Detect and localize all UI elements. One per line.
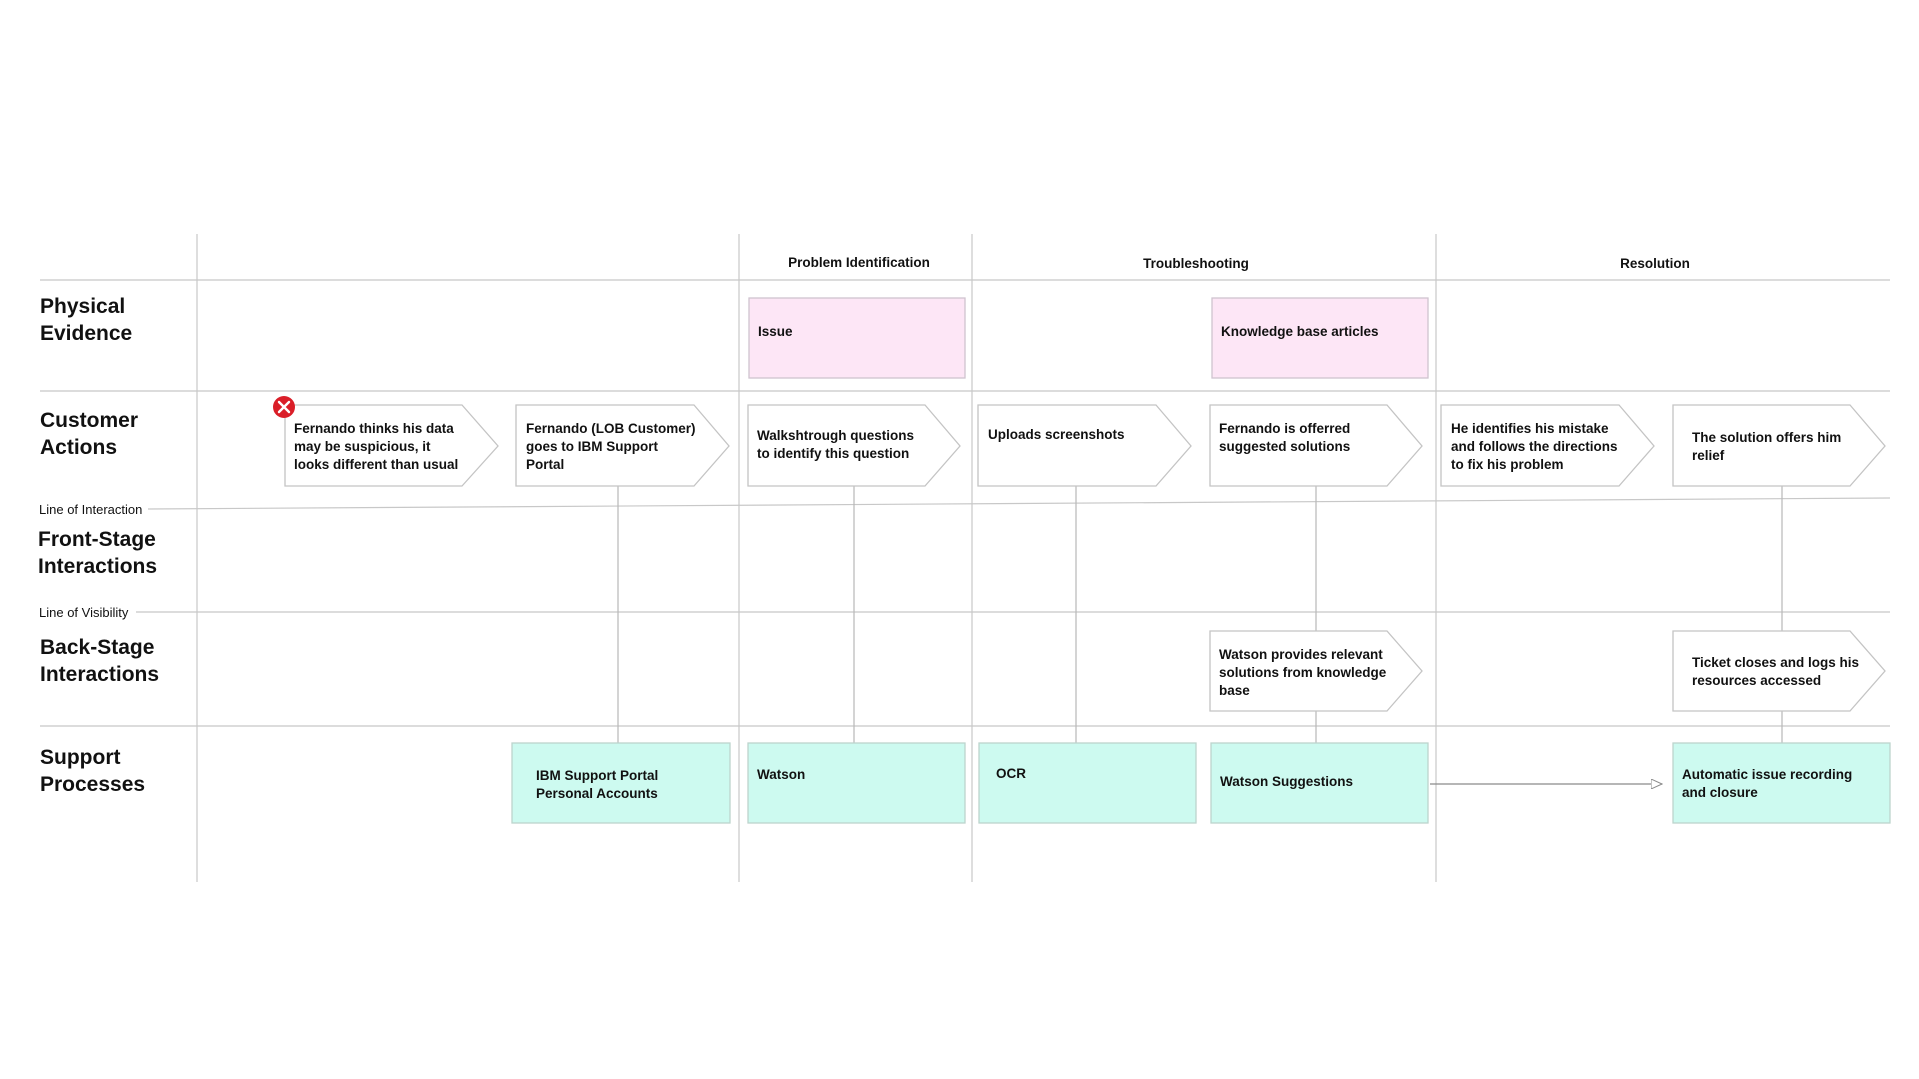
action-card-suspicious-data[interactable] (285, 405, 498, 486)
phase-resolution: Resolution (1620, 256, 1690, 271)
evidence-card-label: Issue (758, 324, 793, 339)
action-card-identifies-mistake[interactable] (1441, 405, 1654, 486)
action-card-label: Fernando (LOB Customer) goes to IBM Support Portal (526, 421, 696, 472)
action-card-goes-to-portal[interactable] (516, 405, 729, 486)
back-stage-row (1210, 631, 1885, 711)
support-card-watson-suggestions[interactable] (1211, 743, 1428, 823)
support-card-label: OCR (996, 766, 1026, 781)
support-card-label: Watson Suggestions (1220, 774, 1354, 789)
backstage-card-watson-solutions[interactable] (1210, 631, 1422, 711)
support-card-bg (748, 743, 965, 823)
support-card-ibm-portal-accounts[interactable] (512, 743, 730, 823)
action-card-uploads-screenshots[interactable] (978, 405, 1191, 486)
phase-problem-identification: Problem Identification (788, 255, 930, 270)
support-card-label: IBM Support Portal Personal Accounts (536, 768, 659, 801)
phase-troubleshooting: Troubleshooting (1143, 256, 1249, 271)
backstage-card-label: Watson provides relevant solutions from knowledge base (1219, 647, 1387, 698)
row-label-front-stage: Front-Stage Interactions (38, 528, 158, 578)
evidence-card-issue[interactable] (749, 298, 965, 378)
support-card-label: Automatic issue recording and closure (1682, 767, 1853, 800)
line-of-interaction-label: Line of Interaction (39, 502, 143, 517)
support-card-bg (979, 743, 1196, 823)
backstage-card-label: Ticket closes and logs his resources accessed (1692, 655, 1860, 688)
row-label-support-processes: Support Processes (40, 746, 146, 796)
action-card-label: Fernando is offerred suggested solutions (1219, 421, 1351, 454)
support-card-label: Watson (757, 767, 806, 782)
evidence-card-knowledge-base-articles[interactable] (1212, 298, 1428, 378)
support-processes-row (512, 743, 1890, 823)
connectors (618, 486, 1782, 784)
action-card-shape (978, 405, 1191, 486)
action-card-label: Fernando thinks his data may be suspicious, it looks different than usual (294, 421, 459, 472)
row-labels (38, 295, 162, 796)
phase-headers (788, 255, 1690, 271)
action-card-solution-relief[interactable] (1673, 405, 1885, 486)
line-of-interaction (148, 498, 1890, 509)
action-card-shape (1673, 405, 1885, 486)
support-card-watson[interactable] (748, 743, 965, 823)
action-card-label: Uploads screenshots (988, 427, 1125, 442)
support-card-ocr[interactable] (979, 743, 1196, 823)
action-card-label: The solution offers him relief (1692, 430, 1842, 463)
pain-point-error-icon (273, 396, 295, 418)
support-card-automatic-recording[interactable] (1673, 743, 1890, 823)
row-label-customer-actions: Customer Actions (40, 409, 139, 459)
evidence-card-label: Knowledge base articles (1221, 324, 1379, 339)
support-card-bg (1673, 743, 1890, 823)
action-card-walkthrough-questions[interactable] (748, 405, 960, 486)
action-card-label: Walkshtrough questions to identify this question (757, 428, 915, 461)
customer-actions-row (273, 396, 1885, 486)
backstage-card-ticket-closes[interactable] (1673, 631, 1885, 711)
line-of-visibility-label: Line of Visibility (39, 605, 129, 620)
row-label-physical-evidence: Physical Evidence (40, 295, 133, 345)
physical-evidence-row (749, 298, 1428, 378)
backstage-card-shape (1673, 631, 1885, 711)
action-card-label: He identifies his mistake and follows the directions to fix his problem (1451, 421, 1618, 472)
row-label-back-stage: Back-Stage Interactions (40, 636, 160, 686)
support-card-bg (512, 743, 730, 823)
action-card-offered-solutions[interactable] (1210, 405, 1422, 486)
